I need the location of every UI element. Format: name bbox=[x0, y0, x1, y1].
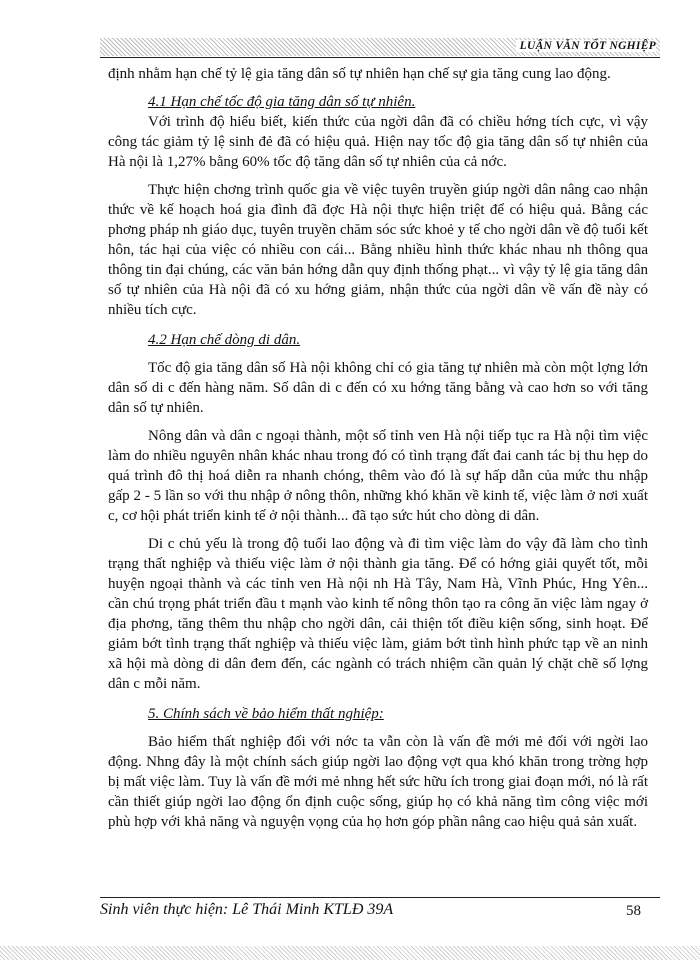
paragraph-4-2-b: Nông dân và dân c ngoại thành, một số tỉnh ven Hà nội tiếp tục ra Hà nội tìm việc làm do nhiều nguyên nhân khác nhau trong đó có tình trạng đất đai canh tác bị thu hẹp do quá trình đô thị hoá diễn ra nhanh chóng, thêm vào đó là sự hấp dẫn của mức thu nhập gấp 2 - 5 lần so với thu nhập ở nông thôn, những khó khăn về kinh tế, việc làm ở nơi xuất c, cơ hội phát triển kinh tế ở nội thành... đã tạo sức hút cho dòng di dân. bbox=[108, 428, 648, 524]
paragraph-intro: định nhằm hạn chế tỷ lệ gia tăng dân số tự nhiên hạn chế sự gia tăng cung lao động. bbox=[108, 66, 611, 82]
header-rule bbox=[100, 57, 660, 58]
header-title: LUẬN VĂN TỐT NGHIỆP bbox=[516, 40, 656, 52]
paragraph-4-2-c: Di c chủ yếu là trong độ tuổi lao động và đi tìm việc làm do vậy đã làm cho tình trạng thất nghiệp và thiếu việc làm ở nội thành gia tăng. Để có hớng giải quyết tốt, mỗi huyện ngoại thành và các tỉnh ven Hà nội nh Hà Tây, Nam Hà, Vĩnh Phúc, Hng Yên... cần chú trọng phát triển đầu t mạnh vào kinh tế nông thôn tạo ra công ăn việc làm ngay ở địa phơng, tăng thêm thu nhập cho ngời dân, cải thiện tốt điều kiện sống, sinh hoạt. Để giảm bớt tình trạng thất nghiệp và thiếu việc làm, giảm bớt tình hình phức tạp về an ninh xã hội mà dòng di dân đem đến, các ngành có trách nhiệm cần quản lý chặt chẽ số lợng dân c mỗi năm. bbox=[108, 536, 648, 692]
page-body bbox=[108, 64, 648, 832]
footer-pattern bbox=[0, 946, 700, 960]
paragraph-4-1-b: Thực hiện chơng trình quốc gia về việc tuyên truyền giúp ngời dân nâng cao nhận thức về kế hoạch hoá gia đình đã đợc Hà nội thực hiện triệt để có hiệu quả. Bằng các phơng pháp nh giáo dục, tuyên truyền chăm sóc sức khoẻ y tế cho ngời dân về độ tuổi kết hôn, tác hại của việc có nhiều con cái... Bằng nhiều hình thức khác nhau nh thông qua thông tin đại chúng, các văn bản hớng dẫn quy định thống phạt... vì vậy tỷ lệ gia tăng dân số tự nhiên của Hà nội đã có xu hớng giảm, nhận thức của ngời dân về vấn đề này có nhiều tích cực. bbox=[108, 182, 648, 318]
section-heading-4-2: 4.2 Hạn chế dòng di dân. bbox=[148, 332, 301, 348]
section-heading-4-1: 4.1 Hạn chế tốc độ gia tăng dân số tự nhiên. bbox=[148, 94, 416, 110]
paragraph-5-a: Bảo hiểm thất nghiệp đối với nớc ta vẫn còn là vấn đề mới mẻ đối với ngời lao động. Nhng đây là một chính sách giúp ngời lao động vợt qua khó khăn trong trờng hợp bị mất việc làm. Tuy là vấn đề mới mẻ nhng hết sức hữu ích trong giai đoạn mới, nó là rất cần thiết giúp ngời lao động ổn định cuộc sống, giúp họ có khả năng tìm công việc mới phù hợp với khả năng và nguyện vọng của họ hơn góp phần nâng cao hiệu quả sản xuất. bbox=[108, 734, 648, 830]
page-number: 58 bbox=[626, 903, 641, 919]
section-heading-5: 5. Chính sách về bảo hiểm thất nghiệp: bbox=[148, 706, 384, 722]
paragraph-4-1-a: Với trình độ hiểu biết, kiến thức của ngời dân đã có chiều hớng tích cực, vì vậy công tác giảm tỷ lệ sinh đẻ đã có hiệu quả. Hiện nay tốc độ gia tăng dân số tự nhiên của Hà nội là 1,27% bằng 60% tốc độ tăng dân số tự nhiên của cả nớc. bbox=[108, 114, 648, 170]
paragraph-4-2-a: Tốc độ gia tăng dân số Hà nội không chỉ có gia tăng tự nhiên mà còn một lợng lớn dân số di c đến hàng năm. Số dân di c đến có xu hớng tăng bằng và cao hơn so với tăng dân số tự nhiên. bbox=[108, 360, 648, 416]
footer-rule bbox=[100, 897, 660, 898]
footer-author: Sinh viên thực hiện: Lê Thái Minh KTLĐ 39A bbox=[100, 901, 394, 918]
